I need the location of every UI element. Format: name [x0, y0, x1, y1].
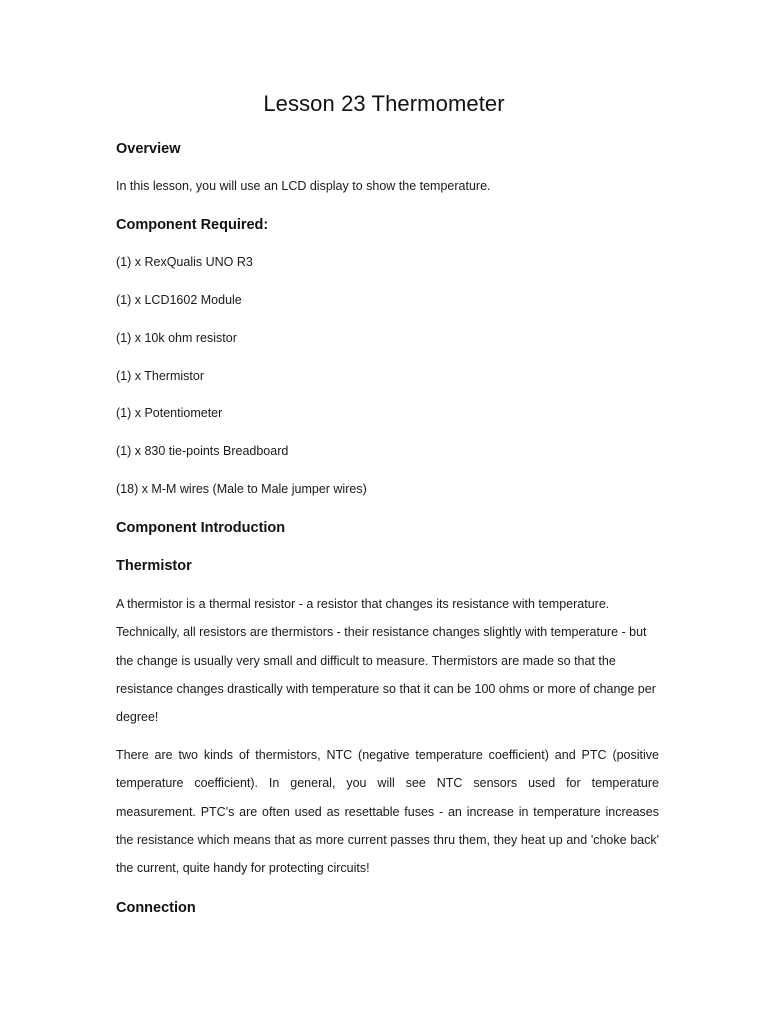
thermistor-paragraph-1: A thermistor is a thermal resistor - a resistor that changes its resistance with temperature. Technically, all resistors are thermistors - their resistance changes slightly with temperature - but the change is usually very small and difficult to measure. Thermistors are made so that the resistance changes drastically with temperature so that it can be 100 ohms or more of change per degree! — [116, 597, 656, 725]
component-item: (1) x 830 tie-points Breadboard — [116, 444, 289, 458]
component-item: (1) x Thermistor — [116, 369, 204, 383]
thermistor-heading: Thermistor — [116, 558, 192, 574]
component-item: (1) x Potentiometer — [116, 406, 223, 420]
components-heading: Component Required: — [116, 217, 269, 233]
lesson-title: Lesson 23 Thermometer — [263, 91, 505, 116]
component-item: (1) x RexQualis UNO R3 — [116, 255, 253, 269]
overview-heading: Overview — [116, 141, 181, 157]
component-item: (1) x 10k ohm resistor — [116, 331, 237, 345]
overview-text: In this lesson, you will use an LCD display to show the temperature. — [116, 179, 491, 193]
component-item: (18) x M-M wires (Male to Male jumper wires) — [116, 482, 367, 496]
connection-heading: Connection — [116, 900, 196, 916]
thermistor-paragraph-2: There are two kinds of thermistors, NTC (negative temperature coefficient) and PTC (positive temperature coefficient). In general, you will see NTC sensors used for temperature measurement. PTC's are often used as resettable fuses - an increase in temperature increases the resistance which means that as more current passes thru them, they heat up and 'choke back' the current, quite handy for protecting circuits! — [116, 748, 659, 876]
component-item: (1) x LCD1602 Module — [116, 293, 242, 307]
component-introduction-heading: Component Introduction — [116, 520, 286, 536]
